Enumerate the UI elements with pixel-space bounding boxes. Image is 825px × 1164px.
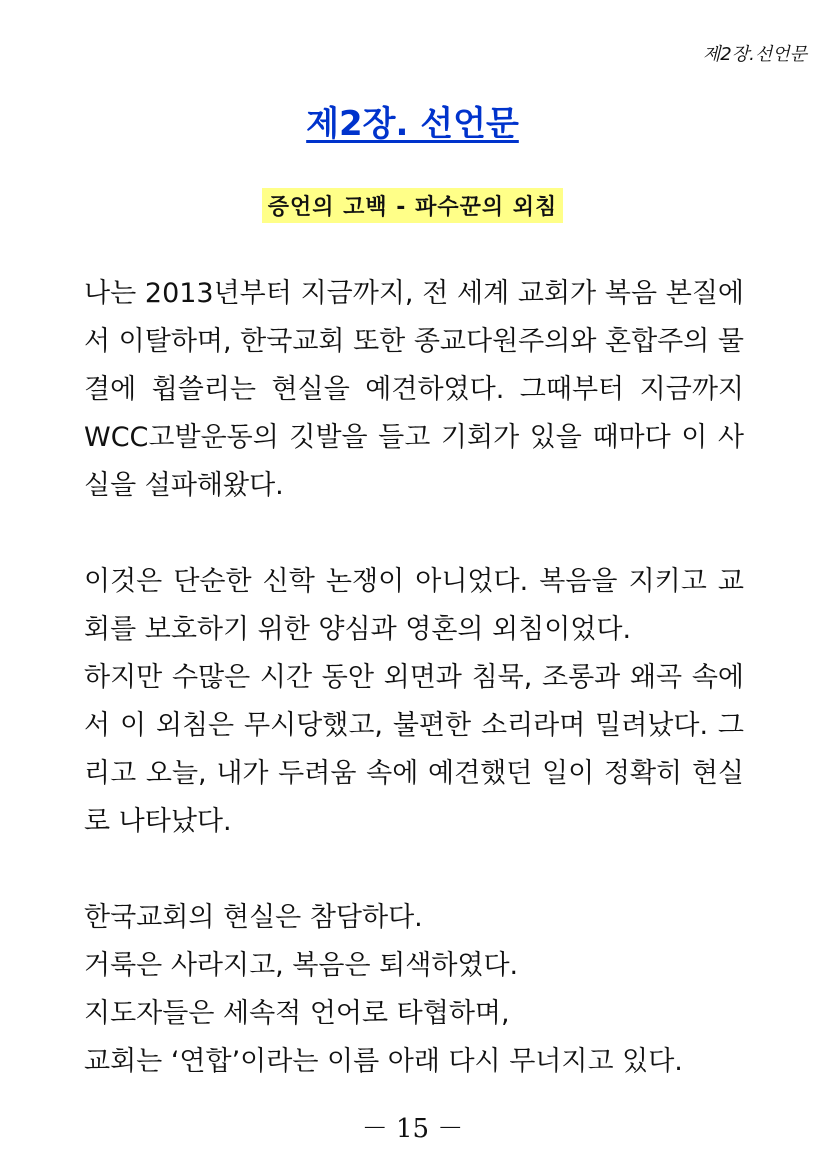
paragraph: 하지만 수많은 시간 동안 외면과 침묵, 조롱과 왜곡 속에서 이 외침은 무시당했고, 불편한 소리라며 밀려났다. 그리고 오늘, 내가 두려움 속에 예견했던 일이 정확히 현실로 나타났다. [84, 662, 744, 837]
paragraph-line: 거룩은 사라지고, 복음은 퇴색하였다. [84, 950, 519, 981]
paragraph-line: 지도자들은 세속적 언어로 타협하며, [84, 998, 510, 1029]
page-number: － 15 － [361, 1114, 464, 1144]
body-text [84, 270, 744, 1086]
running-header: 제2장.선언문 [702, 44, 807, 65]
paragraph-line: 교회는 ‘연합’이라는 이름 아래 다시 무너지고 있다. [84, 1046, 683, 1077]
paragraph-line: 한국교회의 현실은 참담하다. [84, 902, 423, 933]
paragraph: 나는 2013년부터 지금까지, 전 세계 교회가 복음 본질에서 이탈하며, 한국교회 또한 종교다원주의와 혼합주의 물결에 휩쓸리는 현실을 예견하였다. 그때부터 지금까지 WCC고발운동의 깃발을 들고 기회가 있을 때마다 이 사실을 설파해왔다. [84, 278, 744, 501]
paragraph: 이것은 단순한 신학 논쟁이 아니었다. 복음을 지키고 교회를 보호하기 위한 양심과 영혼의 외침이었다. [84, 566, 744, 645]
paragraph-gap [84, 846, 744, 894]
chapter-title: 제2장. 선언문 [306, 104, 519, 144]
section-subtitle: 증언의 고백 - 파수꾼의 외침 [262, 188, 564, 223]
paragraph-gap [84, 510, 744, 558]
subtitle-container [0, 188, 825, 223]
